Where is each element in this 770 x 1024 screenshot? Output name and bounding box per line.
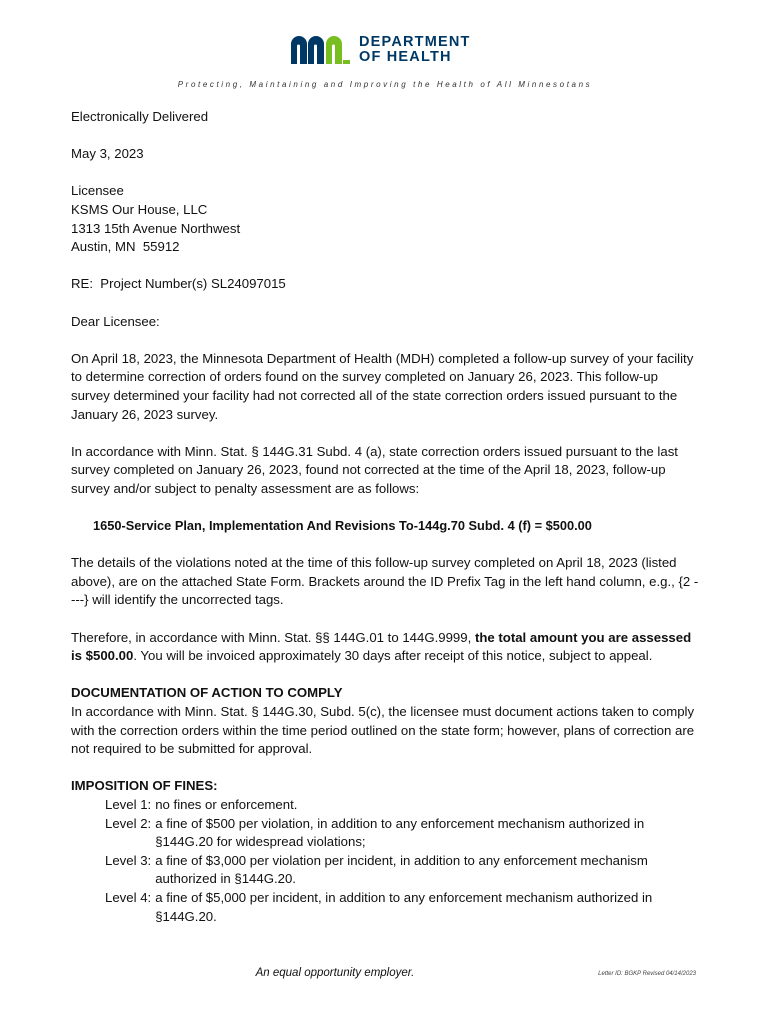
fine-level-text: no fines or enforcement. (155, 796, 298, 812)
fine-level (105, 815, 699, 852)
fine-level-text: a fine of $3,000 per violation per incident, in addition to any enforcement mechanism authorized in §144G.20. (155, 852, 648, 887)
fines-heading: IMPOSITION OF FINES: (71, 778, 218, 794)
paragraph-survey: On April 18, 2023, the Minnesota Department of Health (MDH) completed a follow-up survey of your facility to determine correction of orders found on the survey completed on January 26, 2023. This follow-up survey determined your facility had not corrected all of the state correction orders issued pursuant to the January 26, 2023 survey. (71, 350, 694, 422)
fine-level-label: Level 4: (105, 889, 152, 905)
mn-logo-icon (289, 34, 351, 66)
tagline: Protecting, Maintaining and Improving the Health of All Minnesotans (177, 80, 593, 89)
documentation-text: In accordance with Minn. Stat. § 144G.30, Subd. 5(c), the licensee must document actions taken to comply with the correction orders within the time period outlined on the state form; however, plans of correction are not required to be submitted for approval. (71, 704, 695, 757)
assessment-text: Therefore, in accordance with Minn. Stat. §§ 144G.01 to 144G.9999, (71, 629, 475, 645)
fine-levels (105, 796, 699, 926)
address-line: Austin, MN 55912 (71, 239, 180, 255)
penalty-line: 1650-Service Plan, Implementation And Revisions To-144g.70 Subd. 4 (f) = $500.00 (93, 518, 592, 534)
delivery-method: Electronically Delivered (71, 109, 209, 124)
address-line: Licensee (71, 183, 124, 199)
fine-level-text: a fine of $500 per violation, in addition to any enforcement mechanism authorized in §144G.20 for widespread violations; (155, 815, 645, 850)
assessment-invoice: . You will be invoiced approximately 30 days after receipt of this notice, subject to appeal. (133, 648, 653, 664)
paragraph-details: The details of the violations noted at the time of this follow-up survey completed on April 18, 2023 (listed above), are on the attached State Form. Brackets around the ID Prefix Tag in the left hand column, e.g., {2 ----} will identify the uncorrected tags. (71, 555, 699, 608)
fine-level (105, 889, 699, 926)
mdh-logo (289, 32, 471, 68)
logo-line-2: OF HEALTH (359, 49, 452, 65)
letter-date: May 3, 2023 (71, 146, 144, 162)
equal-opportunity-footer: An equal opportunity employer. (255, 967, 415, 979)
logo-wordmark (359, 35, 471, 65)
fine-level-text: a fine of $5,000 per incident, in addition to any enforcement mechanism authorized in §144G.20. (155, 889, 653, 924)
fines-section (71, 777, 699, 926)
fine-level (105, 852, 699, 889)
recipient-address (71, 182, 699, 256)
fine-level (105, 796, 699, 815)
documentation-section (71, 684, 699, 758)
fine-level-label: Level 2: (105, 815, 152, 831)
assessment-total: the total amount you are assessed is $500.00 (71, 629, 692, 664)
letter-body (71, 108, 699, 926)
paragraph-assessment (71, 629, 699, 666)
letter-id: Letter ID: BGKP Revised 04/14/2023 (598, 971, 696, 977)
paragraph-statute: In accordance with Minn. Stat. § 144G.31 Subd. 4 (a), state correction orders issued pursuant to the last survey completed on January 26, 2023, found not corrected at the time of the April 18, 2023, follow-up survey and/or subject to penalty assessment are as follows: (71, 443, 678, 496)
documentation-heading: DOCUMENTATION OF ACTION TO COMPLY (71, 685, 343, 701)
re-line: RE: Project Number(s) SL24097015 (71, 276, 286, 292)
logo-line-1: DEPARTMENT (359, 34, 471, 50)
address-line: KSMS Our House, LLC (71, 201, 208, 217)
fine-level-label: Level 3: (105, 852, 152, 868)
salutation: Dear Licensee: (71, 313, 160, 329)
address-line: 1313 15th Avenue Northwest (71, 220, 241, 236)
fine-level-label: Level 1: (105, 796, 152, 812)
